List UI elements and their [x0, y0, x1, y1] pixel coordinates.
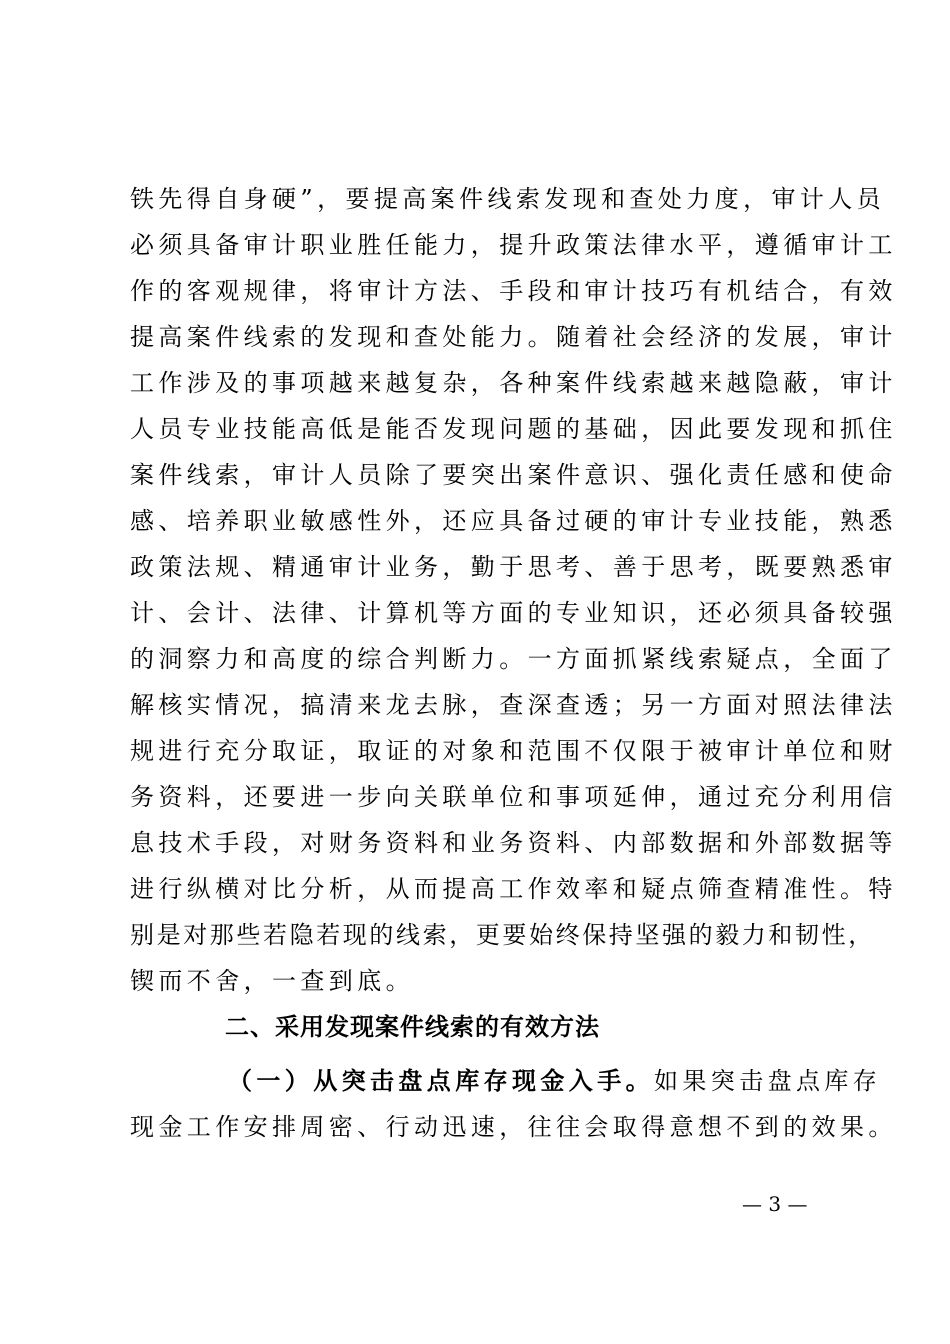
paragraph-line: 计、会计、法律、计算机等方面的专业知识，还必须具备较强	[130, 599, 897, 627]
paragraph-line: 案件线索，审计人员除了要突出案件意识、强化责任感和使命	[130, 461, 897, 489]
paragraph-line: 人员专业技能高低是能否发现问题的基础，因此要发现和抓住	[130, 415, 897, 443]
paragraph-line: 解核实情况，搞清来龙去脉，查深查透；另一方面对照法律法	[130, 691, 897, 719]
paragraph-line: 规进行充分取证，取证的对象和范围不仅限于被审计单位和财	[130, 737, 897, 765]
paragraph-line: 息技术手段，对财务资料和业务资料、内部数据和外部数据等	[130, 829, 897, 857]
body-paragraph	[130, 176, 897, 1004]
page-number: — 3 —	[742, 1192, 808, 1216]
paragraph-line: 工作涉及的事项越来越复杂，各种案件线索越来越隐蔽，审计	[130, 369, 897, 397]
subsection-first-line	[130, 1058, 882, 1104]
subsection-second-line: 现金工作安排周密、行动迅速，往往会取得意想不到的效果。	[130, 1113, 897, 1141]
paragraph-line: 提高案件线索的发现和查处能力。随着社会经济的发展，审计	[130, 323, 897, 351]
paragraph-line: 别是对那些若隐若现的线索，更要始终保持坚强的毅力和韧性，	[130, 921, 875, 949]
paragraph-line: 的洞察力和高度的综合判断力。一方面抓紧线索疑点，全面了	[130, 645, 897, 673]
subsection-text: 如果突击盘点库存	[654, 1067, 882, 1095]
subsection-paragraph	[130, 1058, 897, 1150]
paragraph-line: 感、培养职业敏感性外，还应具备过硬的审计专业技能，熟悉	[130, 507, 897, 535]
subsection-title: （一）从突击盘点库存现金入手。	[228, 1066, 654, 1095]
paragraph-line: 锲而不舍，一查到底。	[130, 967, 414, 995]
paragraph-line: 务资料，还要进一步向关联单位和事项延伸，通过充分利用信	[130, 783, 897, 811]
paragraph-line: 必须具备审计职业胜任能力，提升政策法律水平，遵循审计工	[130, 231, 897, 259]
paragraph-line: 铁先得自身硬”，要提高案件线索发现和查处力度，审计人员	[130, 185, 886, 213]
paragraph-line: 政策法规、精通审计业务，勤于思考、善于思考，既要熟悉审	[130, 553, 897, 581]
paragraph-line: 进行纵横对比分析，从而提高工作效率和疑点筛查精准性。特	[130, 875, 897, 903]
paragraph-line: 作的客观规律，将审计方法、手段和审计技巧有机结合，有效	[130, 277, 897, 305]
section-heading: 二、采用发现案件线索的有效方法	[225, 1013, 600, 1041]
